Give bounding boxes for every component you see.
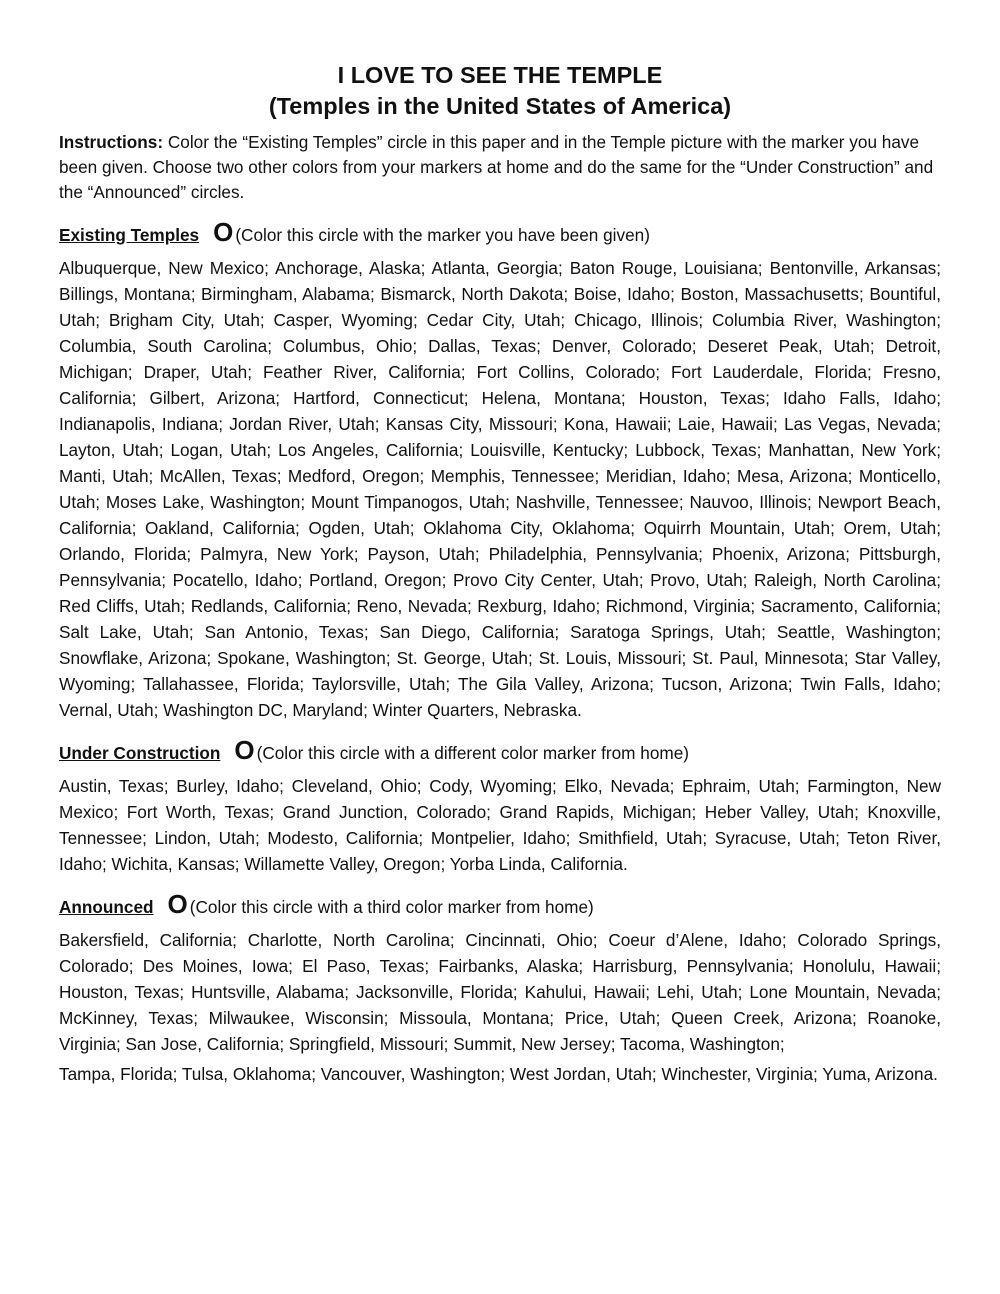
existing-temples-heading [59,219,941,249]
announced-list-part-1: Bakersfield, California; Charlotte, North Carolina; Cincinnati, Ohio; Coeur d’Alene, Idaho; Colorado Springs, Colorado; Des Moines, Iowa; El Paso, Texas; Fairbanks, Alaska; Harrisburg, Pennsylvania; Honolulu, Hawaii; Houston, Texas; Huntsville, Alabama; Jacksonville, Florida; Kahului, Hawaii; Lehi, Utah; Lone Mountain, Nevada; McKinney, Texas; Milwaukee, Wisconsin; Missoula, Montana; Price, Utah; Queen Creek, Arizona; Roanoke, Virginia; San Jose, California; Springfield, Missouri; Summit, New Jersey; Tacoma, Washington; [59,930,941,1054]
existing-temples-label: Existing Temples [59,225,200,245]
announced-heading [59,891,941,921]
document-title [59,60,941,122]
instructions-paragraph [59,130,941,205]
announced-note: (Color this circle with a third color marker from home) [189,897,594,917]
under-construction-note: (Color this circle with a different color marker from home) [256,743,689,763]
announced-list-part-2: Tampa, Florida; Tulsa, Oklahoma; Vancouver, Washington; West Jordan, Utah; Winchester, Virginia; Yuma, Arizona. [59,1064,938,1084]
announced-label: Announced [59,897,154,917]
under-construction-label: Under Construction [59,743,221,763]
instructions-lead: Instructions: [59,132,164,152]
existing-temples-list: Albuquerque, New Mexico; Anchorage, Alaska; Atlanta, Georgia; Baton Rouge, Louisiana; Bentonville, Arkansas; Billings, Montana; Birmingham, Alabama; Bismarck, North Dakota; Boise, Idaho; Boston, Massachusetts; Bountiful, Utah; Brigham City, Utah; Casper, Wyoming; Cedar City, Utah; Chicago, Illinois; Columbia River, Washington; Columbia, South Carolina; Columbus, Ohio; Dallas, Texas; Denver, Colorado; Deseret Peak, Utah; Detroit, Michigan; Draper, Utah; Feather River, California; Fort Collins, Colorado; Fort Lauderdale, Florida; Fresno, California; Gilbert, Arizona; Hartford, Connecticut; Helena, Montana; Houston, Texas; Idaho Falls, Idaho; Indianapolis, Indiana; Jordan River, Utah; Kansas City, Missouri; Kona, Hawaii; Laie, Hawaii; Las Vegas, Nevada; Layton, Utah; Logan, Utah; Los Angeles, California; Louisville, Kentucky; Lubbock, Texas; Manhattan, New York; Manti, Utah; McAllen, Texas; Medford, Oregon; Memphis, Tennessee; Meridian, Idaho; Mesa, Arizona; Monticello, Utah; Moses Lake, Washington; Mount Timpanogos, Utah; Nashville, Tennessee; Nauvoo, Illinois; Newport Beach, California; Oakland, California; Ogden, Utah; Oklahoma City, Oklahoma; Oquirrh Mountain, Utah; Orem, Utah; Orlando, Florida; Palmyra, New York; Payson, Utah; Philadelphia, Pennsylvania; Phoenix, Arizona; Pittsburgh, Pennsylvania; Pocatello, Idaho; Portland, Oregon; Provo City Center, Utah; Provo, Utah; Raleigh, North Carolina; Red Cliffs, Utah; Redlands, California; Reno, Nevada; Rexburg, Idaho; Richmond, Virginia; Sacramento, California; Salt Lake, Utah; San Antonio, Texas; San Diego, California; Saratoga Springs, Utah; Seattle, Washington; Snowflake, Arizona; Spokane, Washington; St. George, Utah; St. Louis, Missouri; St. Paul, Minnesota; Star Valley, Wyoming; Tallahassee, Florida; Taylorsville, Utah; The Gila Valley, Arizona; Tucson, Arizona; Twin Falls, Idaho; Vernal, Utah; Washington DC, Maryland; Winter Quarters, Nebraska. [59,258,941,720]
under-construction-circle: O [234,735,255,765]
announced-circle: O [167,889,188,919]
document-page [59,60,941,1087]
under-construction-heading [59,737,941,767]
under-construction-list: Austin, Texas; Burley, Idaho; Cleveland, Ohio; Cody, Wyoming; Elko, Nevada; Ephraim, Utah; Farmington, New Mexico; Fort Worth, Texas; Grand Junction, Colorado; Grand Rapids, Michigan; Heber Valley, Utah; Knoxville, Tennessee; Lindon, Utah; Modesto, California; Montpelier, Idaho; Smithfield, Utah; Syracuse, Utah; Teton River, Idaho; Wichita, Kansas; Willamette Valley, Oregon; Yorba Linda, California. [59,776,941,874]
existing-temples-circle: O [213,217,234,247]
title-line-1: I LOVE TO SEE THE TEMPLE [337,62,663,88]
instructions-text: Color the “Existing Temples” circle in this paper and in the Temple picture with the marker you have been given. Choose two other colors from your markers at home and do the same for the “Under Construction” and the “Announced” circles. [59,132,934,202]
existing-temples-note: (Color this circle with the marker you have been given) [235,225,650,245]
title-line-2: (Temples in the United States of America) [268,93,732,119]
